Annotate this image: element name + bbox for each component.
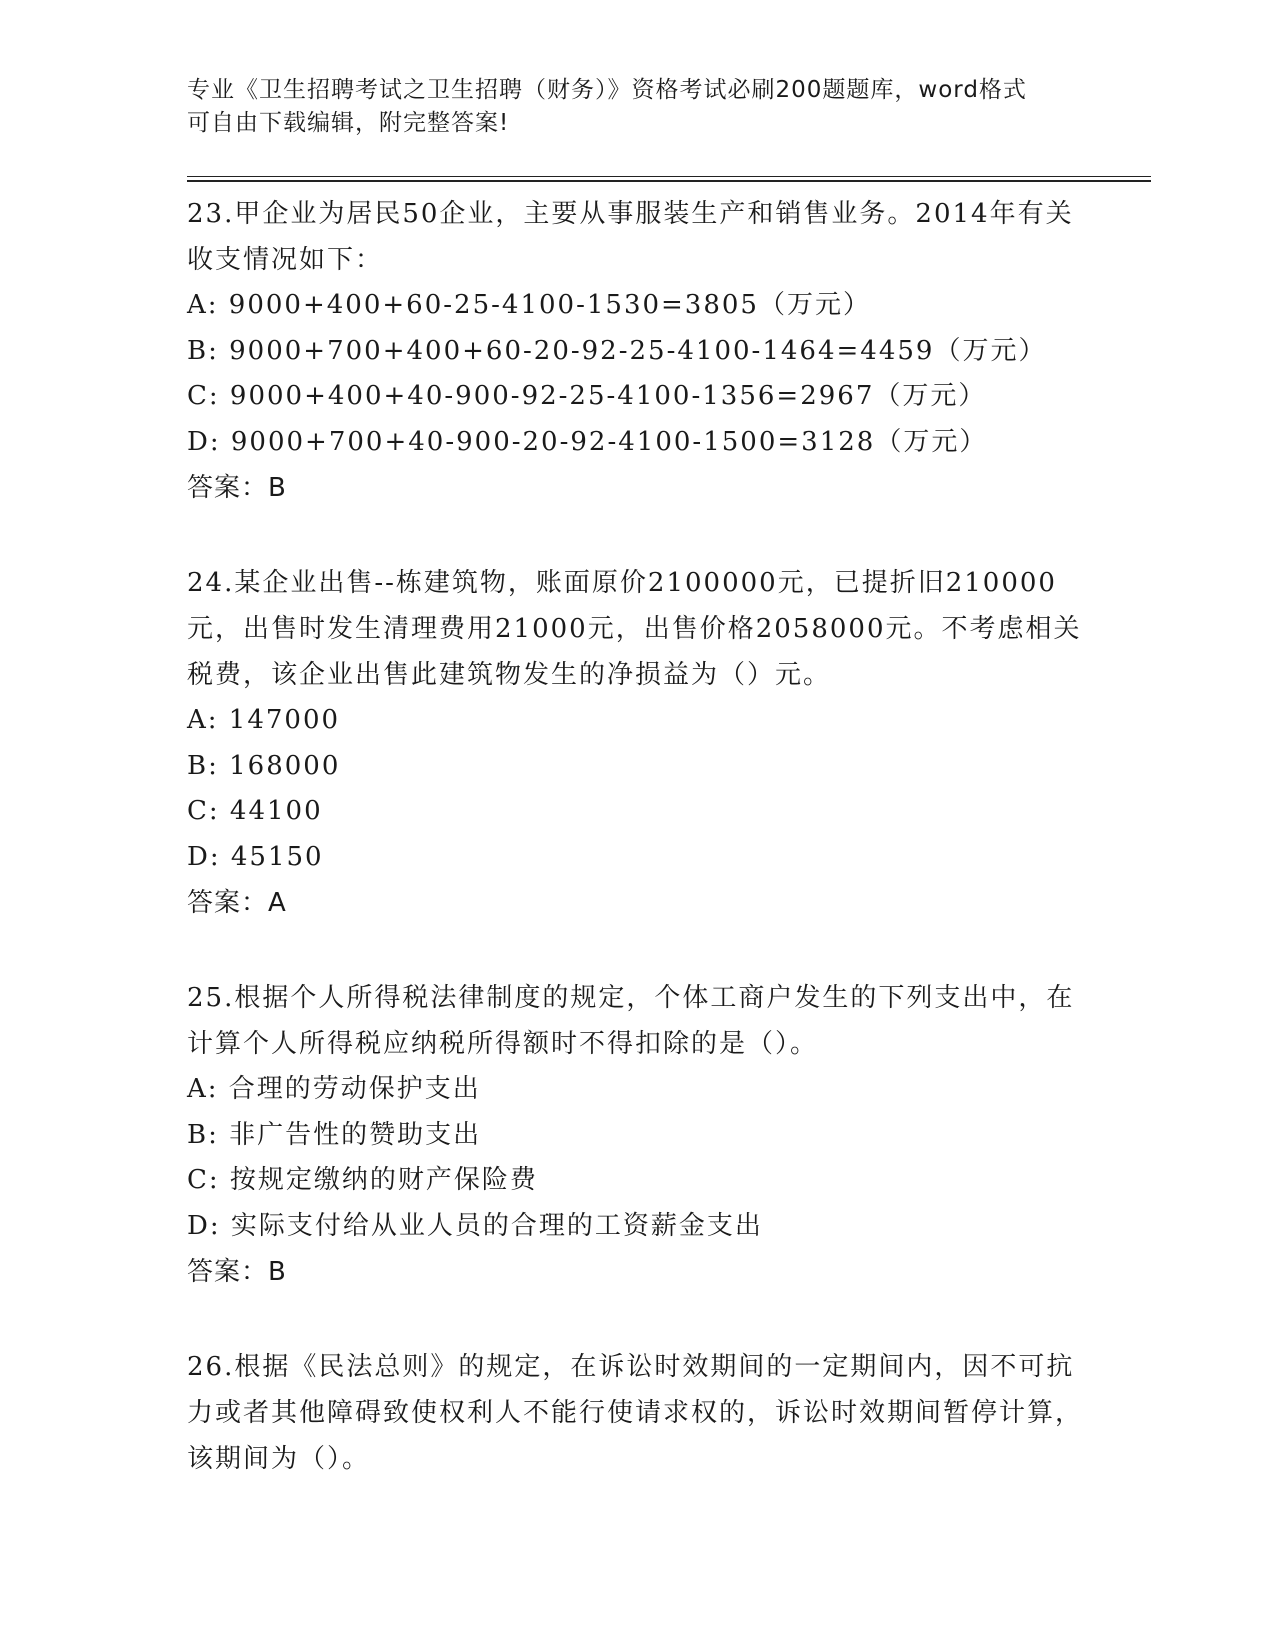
header-line-2: 可自由下载编辑，附完整答案! bbox=[187, 110, 510, 136]
question-gap bbox=[187, 1295, 1087, 1341]
header-divider-thick bbox=[187, 180, 1151, 182]
question-gap bbox=[187, 511, 1087, 557]
question-24 bbox=[187, 560, 1087, 926]
question-25 bbox=[187, 975, 1087, 1295]
option-a: A: 合理的劳动保护支出 bbox=[187, 1074, 481, 1104]
question-stem: 24.某企业出售--栋建筑物，账面原价2100000元，已提折旧210000元，出售时发生清理费用21000元，出售价格2058000元。不考虑相关税费，该企业出售此建筑物发生的净损益为（）元。 bbox=[187, 568, 1082, 690]
question-list bbox=[187, 188, 1087, 1482]
option-d: D: 实际支付给从业人员的合理的工资薪金支出 bbox=[187, 1210, 763, 1241]
question-stem: 23.甲企业为居民50企业，主要从事服装生产和销售业务。2014年有关收支情况如下： bbox=[187, 199, 1074, 275]
question-gap bbox=[187, 926, 1087, 972]
option-b: B: 非广告性的赞助支出 bbox=[187, 1119, 482, 1150]
option-c: C: 按规定缴纳的财产保险费 bbox=[187, 1165, 538, 1195]
document-header bbox=[187, 74, 1077, 140]
option-c: C: 44100 bbox=[187, 796, 323, 826]
question-stem: 25.根据个人所得税法律制度的规定，个体工商户发生的下列支出中，在计算个人所得税应纳税所得额时不得扣除的是（）。 bbox=[187, 983, 1075, 1059]
option-d: D: 45150 bbox=[187, 841, 324, 872]
option-b: B: 168000 bbox=[187, 750, 341, 781]
answer-line: 答案：B bbox=[187, 473, 287, 503]
option-b: B: 9000+700+400+60-20-92-25-4100-1464=4459（万元） bbox=[187, 335, 1047, 366]
header-divider-thin bbox=[187, 176, 1151, 177]
question-stem: 26.根据《民法总则》的规定，在诉讼时效期间的一定期间内，因不可抗力或者其他障碍致使权利人不能行使请求权的，诉讼时效期间暂停计算，该期间为（）。 bbox=[187, 1352, 1084, 1474]
option-a: A: 9000+400+60-25-4100-1530=3805（万元） bbox=[187, 290, 871, 320]
answer-line: 答案：B bbox=[187, 1257, 287, 1287]
header-line-1: 专业《卫生招聘考试之卫生招聘（财务）》资格考试必刷200题题库，word格式 bbox=[187, 77, 1027, 103]
option-d: D: 9000+700+40-900-20-92-4100-1500=3128（万元） bbox=[187, 426, 988, 457]
question-26 bbox=[187, 1344, 1087, 1482]
option-c: C: 9000+400+40-900-92-25-4100-1356=2967（万元） bbox=[187, 381, 987, 411]
option-a: A: 147000 bbox=[187, 705, 341, 735]
answer-line: 答案：A bbox=[187, 888, 287, 918]
question-23 bbox=[187, 191, 1087, 511]
